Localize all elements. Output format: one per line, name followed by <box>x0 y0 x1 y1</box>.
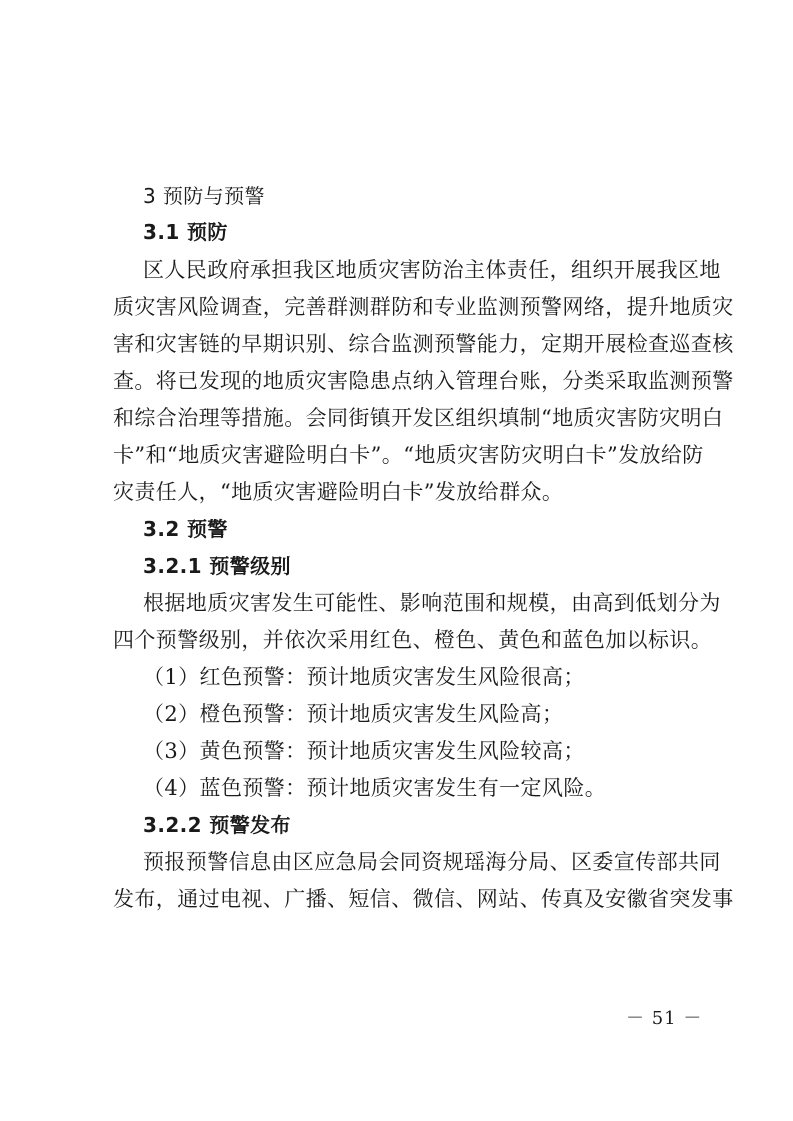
section-3-1-title: 3.1 预防 <box>143 220 228 244</box>
section-3-2-2-line: 发布，通过电视、广播、短信、微信、网站、传真及安徽省突发事 <box>113 887 734 911</box>
section-3-2-title: 3.2 预警 <box>143 517 228 541</box>
warning-level-red: （1）红色预警：预计地质灾害发生风险很高； <box>143 665 585 689</box>
warning-level-blue: （4）蓝色预警：预计地质灾害发生有一定风险。 <box>143 776 607 800</box>
warning-level-orange: （2）橙色预警：预计地质灾害发生风险高； <box>143 702 564 726</box>
section-3-1-line: 卡”和“地质灾害避险明白卡”。“地质灾害防灾明白卡”发放给防 <box>113 443 704 467</box>
section-3-2-2-line: 预报预警信息由区应急局会同资规瑶海分局、区委宣传部共同 <box>143 850 721 874</box>
page-number: － 51 － <box>626 1008 703 1029</box>
section-3-1-line: 害和灾害链的早期识别、综合监测预警能力，定期开展检查巡查核 <box>113 332 734 356</box>
section-3-1-line: 和综合治理等措施。会同街镇开发区组织填制“地质灾害防灾明白 <box>113 406 724 430</box>
section-3-2-1-line: 四个预警级别，并依次采用红色、橙色、黄色和蓝色加以标识。 <box>113 628 713 652</box>
section-3-title: 3 预防与预警 <box>143 184 265 208</box>
section-3-2-1-title: 3.2.1 预警级别 <box>143 554 291 578</box>
section-3-2-1-line: 根据地质灾害发生可能性、影响范围和规模，由高到低划分为 <box>143 591 721 615</box>
section-3-2-2-title: 3.2.2 预警发布 <box>143 813 291 837</box>
section-3-1-line: 查。将已发现的地质灾害隐患点纳入管理台账，分类采取监测预警 <box>113 369 734 393</box>
warning-level-yellow: （3）黄色预警：预计地质灾害发生风险较高； <box>143 739 585 763</box>
section-3-1-line: 区人民政府承担我区地质灾害防治主体责任，组织开展我区地 <box>143 258 721 282</box>
section-3-1-line: 灾责任人，“地质灾害避险明白卡”发放给群众。 <box>113 480 564 504</box>
section-3-1-line: 质灾害风险调查，完善群测群防和专业监测预警网络，提升地质灾 <box>113 295 734 319</box>
